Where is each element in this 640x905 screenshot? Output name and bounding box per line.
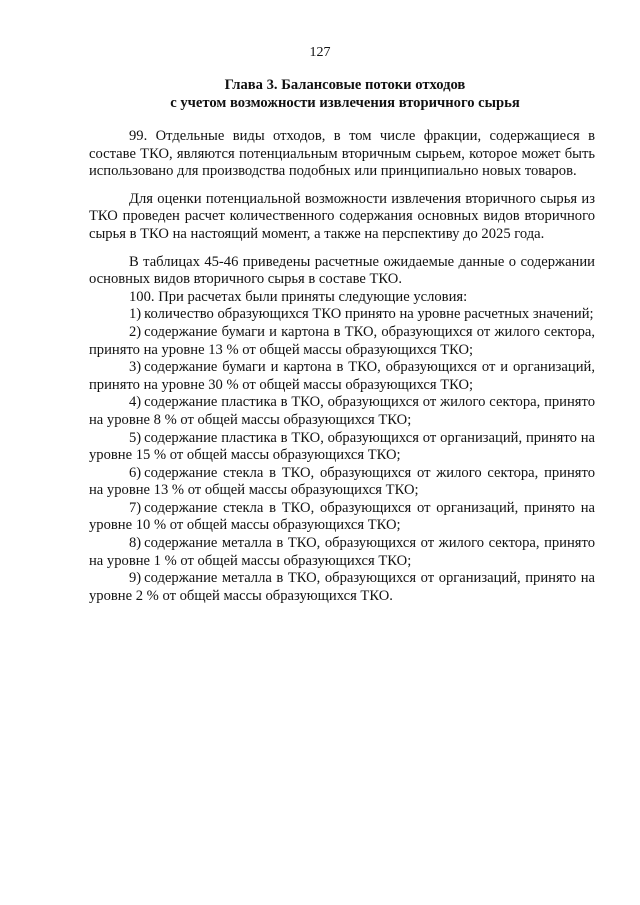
list-item xyxy=(89,359,595,394)
page-number: 127 xyxy=(309,45,331,60)
list-item-number: 7) xyxy=(129,499,142,516)
list-item-number: 5) xyxy=(129,429,142,446)
list-item-number: 4) xyxy=(129,394,142,411)
paragraph-evaluation: Для оценки потенциальной возможности извлечения вторичного сырья из ТКО проведен расчет количественного содержания основных видов вторичного сырья в ТКО на настоящий момент, а также на перспективу до 2025 года. xyxy=(89,190,595,242)
list-item xyxy=(89,306,595,324)
list-item-number: 2) xyxy=(129,323,142,340)
list-item-text: содержание стекла в ТКО, образующихся от организаций, принято на уровне 10 % от общей массы образующихся ТКО; xyxy=(89,499,595,534)
document-body xyxy=(89,128,595,605)
list-item xyxy=(89,324,595,359)
list-item-text: содержание бумаги и картона в ТКО, образующихся от жилого сектора, принято на уровне 13 % от общей массы образующихся ТКО; xyxy=(89,323,595,358)
chapter-title-line-1: Глава 3. Балансовые потоки отходов xyxy=(224,77,466,93)
list-item-text: содержание стекла в ТКО, образующихся от жилого сектора, принято на уровне 13 % от общей массы образующихся ТКО; xyxy=(89,464,595,499)
list-item xyxy=(89,570,595,605)
list-item xyxy=(89,394,595,429)
list-item xyxy=(89,535,595,570)
list-item xyxy=(89,465,595,500)
list-item-text: содержание пластика в ТКО, образующихся от организаций, принято на уровне 15 % от общей массы образующихся ТКО; xyxy=(89,429,595,464)
list-item-text: содержание пластика в ТКО, образующихся от жилого сектора, принято на уровне 8 % от общей массы образующихся ТКО; xyxy=(89,394,595,428)
list-item-number: 9) xyxy=(129,570,142,587)
list-item xyxy=(89,500,595,535)
conditions-list xyxy=(89,306,595,605)
list-item-text: количество образующихся ТКО принято на уровне расчетных значений; xyxy=(144,306,594,323)
paragraph-tables-reference: В таблицах 45-46 приведены расчетные ожидаемые данные о содержании основных видов вторичного сырья в составе ТКО. xyxy=(89,253,595,288)
chapter-title-line-2: с учетом возможности извлечения вторичного сырья xyxy=(170,95,520,111)
list-item-number: 6) xyxy=(129,464,142,481)
list-item xyxy=(89,430,595,465)
list-item-text: содержание бумаги и картона в ТКО, образующихся от и организаций, принято на уровне 30 % от общей массы образующихся ТКО; xyxy=(89,359,595,393)
chapter-title xyxy=(90,76,600,112)
list-item-number: 1) xyxy=(129,306,142,323)
list-item-number: 8) xyxy=(129,535,142,552)
list-item-number: 3) xyxy=(129,359,142,376)
paragraph-100: 100. При расчетах были приняты следующие условия: xyxy=(129,288,468,305)
list-item-text: содержание металла в ТКО, образующихся от организаций, принято на уровне 2 % от общей массы образующихся ТКО. xyxy=(89,570,595,604)
list-item-text: содержание металла в ТКО, образующихся от жилого сектора, принято на уровне 1 % от общей массы образующихся ТКО; xyxy=(89,535,595,569)
paragraph-99: 99. Отдельные виды отходов, в том числе фракции, содержащиеся в составе ТКО, являются потенциальным вторичным сырьем, которое может быть использовано для производства подобных или принципиально новых товаров. xyxy=(89,128,595,180)
